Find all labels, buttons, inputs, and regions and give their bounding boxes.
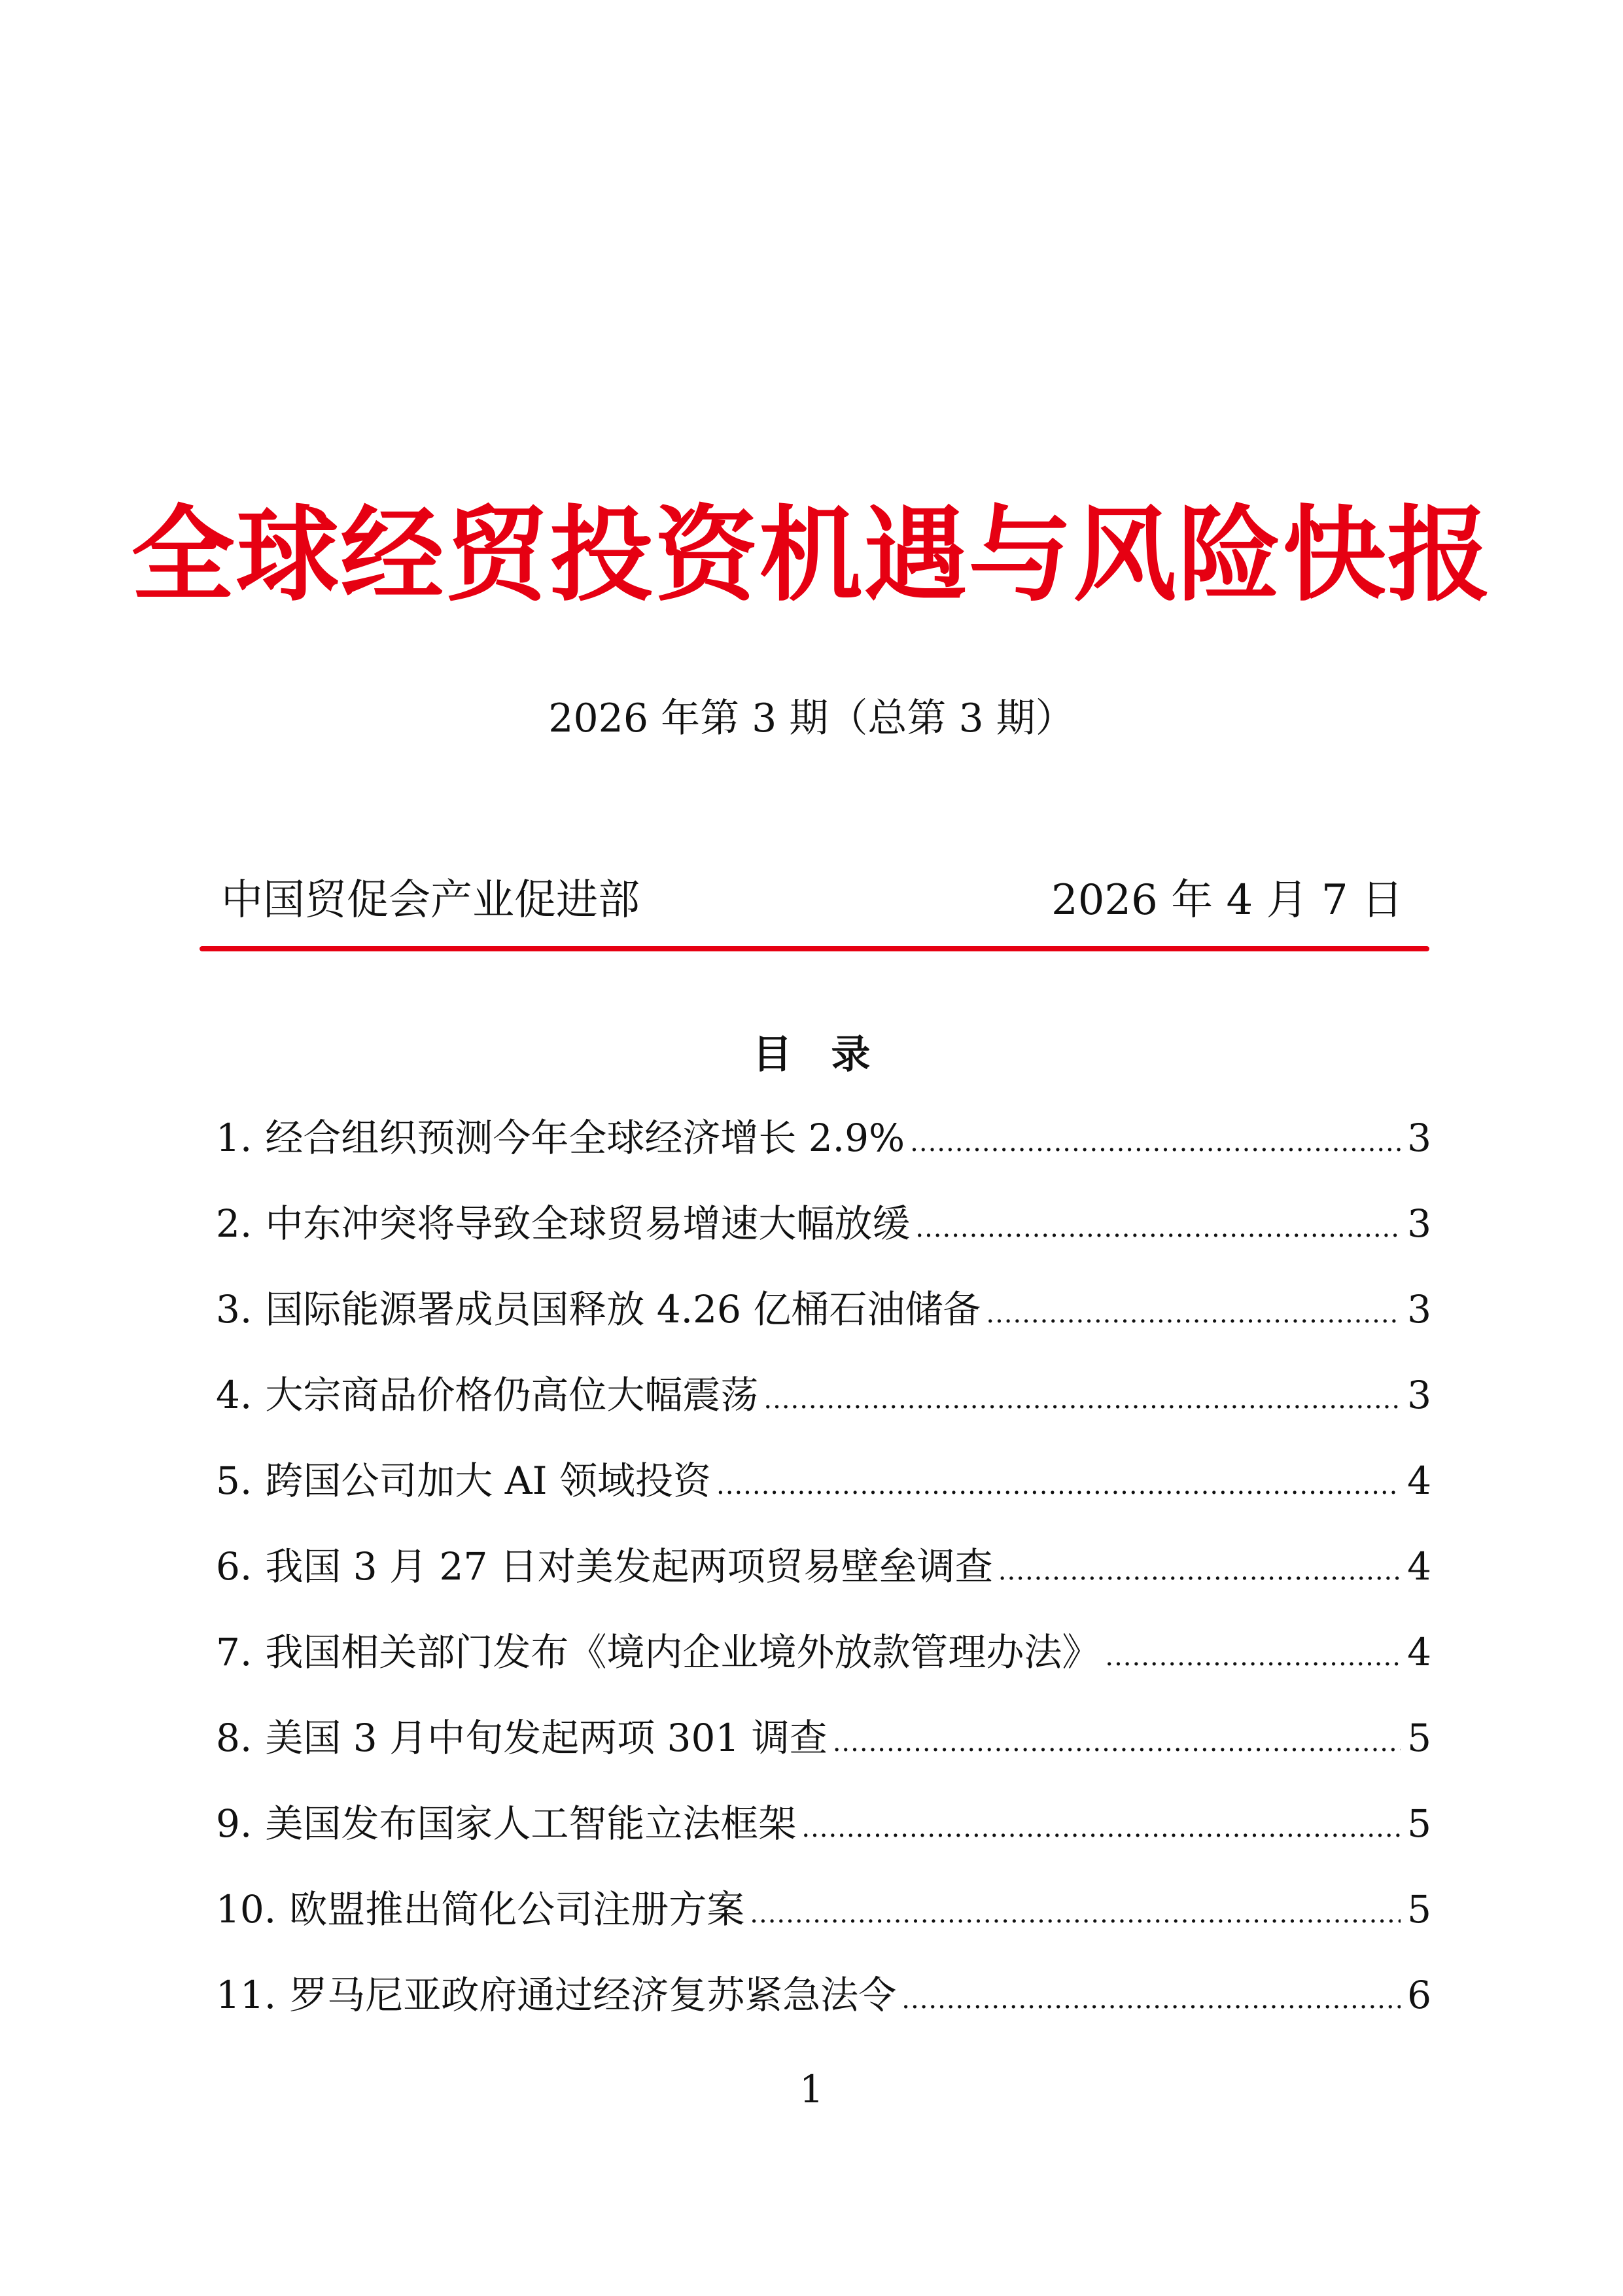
toc-dot-leader [901,1987,1401,2013]
toc-dot-leader [716,1472,1401,1498]
page-number: 1 [799,2067,824,2111]
toc-entry-title[interactable]: 我国 3 月 27 日对美发起两项贸易壁垒调查 [265,1544,993,1589]
toc-entry[interactable] [216,1458,1431,1547]
toc-dot-leader [915,1215,1401,1241]
toc-entry[interactable] [216,1973,1431,2062]
toc-entry-title[interactable]: 欧盟推出简化公司注册方案 [289,1887,745,1932]
toc-entry[interactable] [216,1201,1431,1290]
toc-entry-title[interactable]: 美国发布国家人工智能立法框架 [265,1801,797,1846]
toc-dot-leader [1105,1644,1401,1670]
toc-entry-title[interactable]: 罗马尼亚政府通过经济复苏紧急法令 [289,1973,897,2017]
toc-entry-title[interactable]: 经合组织预测今年全球经济增长 2.9% [265,1116,905,1160]
toc-entry-page[interactable]: 3 [1407,1373,1431,1417]
toc-entry[interactable] [216,1116,1431,1205]
toc-entry-page[interactable]: 4 [1407,1458,1431,1503]
toc-dot-leader [750,1901,1401,1927]
toc-dot-leader [833,1729,1401,1756]
toc-entry-page[interactable]: 3 [1407,1116,1431,1160]
toc-entry[interactable] [216,1630,1431,1719]
toc-dot-leader [801,1815,1401,1841]
toc-entry-page[interactable]: 5 [1407,1801,1431,1846]
report-title: 全球经贸投资机遇与风险快报 [131,495,1492,616]
toc-entry-page[interactable]: 5 [1407,1887,1431,1932]
toc-entry-number: 7. [216,1630,253,1674]
toc-entry-number: 4. [216,1373,253,1417]
toc-entry[interactable] [216,1544,1431,1633]
toc-dot-leader [910,1129,1401,1156]
toc-entry-number: 3. [216,1287,253,1332]
toc-entry-page[interactable]: 4 [1407,1630,1431,1674]
toc-heading: 目录 [752,1032,910,1078]
toc-entry-number: 6. [216,1544,253,1589]
toc-entry[interactable] [216,1887,1431,1976]
toc-entry-number: 10. [216,1887,277,1932]
toc-entry[interactable] [216,1801,1431,1890]
toc-entry-page[interactable]: 5 [1407,1716,1431,1760]
issue-number: 2026 年第 3 期（总第 3 期） [548,696,1075,741]
toc-entry-number: 11. [216,1973,277,2017]
toc-entry[interactable] [216,1716,1431,1805]
table-of-contents [216,1116,1431,2062]
toc-entry-title[interactable]: 美国 3 月中旬发起两项 301 调查 [265,1716,828,1760]
toc-entry-title[interactable]: 中东冲突将导致全球贸易增速大幅放缓 [265,1201,911,1246]
toc-entry-number: 5. [216,1458,253,1503]
toc-entry-page[interactable]: 3 [1407,1287,1431,1332]
toc-entry[interactable] [216,1287,1431,1376]
toc-entry-number: 2. [216,1201,253,1246]
toc-entry-page[interactable]: 4 [1407,1544,1431,1589]
toc-entry-title[interactable]: 跨国公司加大 AI 领域投资 [265,1458,712,1503]
toc-entry-page[interactable]: 3 [1407,1201,1431,1246]
toc-entry-page[interactable]: 6 [1407,1973,1431,2017]
publisher-name: 中国贸促会产业促进部 [221,876,640,925]
toc-dot-leader [998,1558,1401,1584]
toc-entry-title[interactable]: 国际能源署成员国释放 4.26 亿桶石油储备 [265,1287,981,1332]
header-divider [200,946,1429,951]
toc-entry-number: 9. [216,1801,253,1846]
toc-entry[interactable] [216,1373,1431,1462]
toc-dot-leader [986,1301,1401,1327]
toc-entry-number: 8. [216,1716,253,1760]
toc-entry-title[interactable]: 我国相关部门发布《境内企业境外放款管理办法》 [265,1630,1100,1674]
publication-date: 2026 年 4 月 7 日 [1051,876,1403,925]
toc-entry-number: 1. [216,1116,253,1160]
toc-entry-title[interactable]: 大宗商品价格仍高位大幅震荡 [265,1373,759,1417]
toc-dot-leader [763,1386,1401,1413]
